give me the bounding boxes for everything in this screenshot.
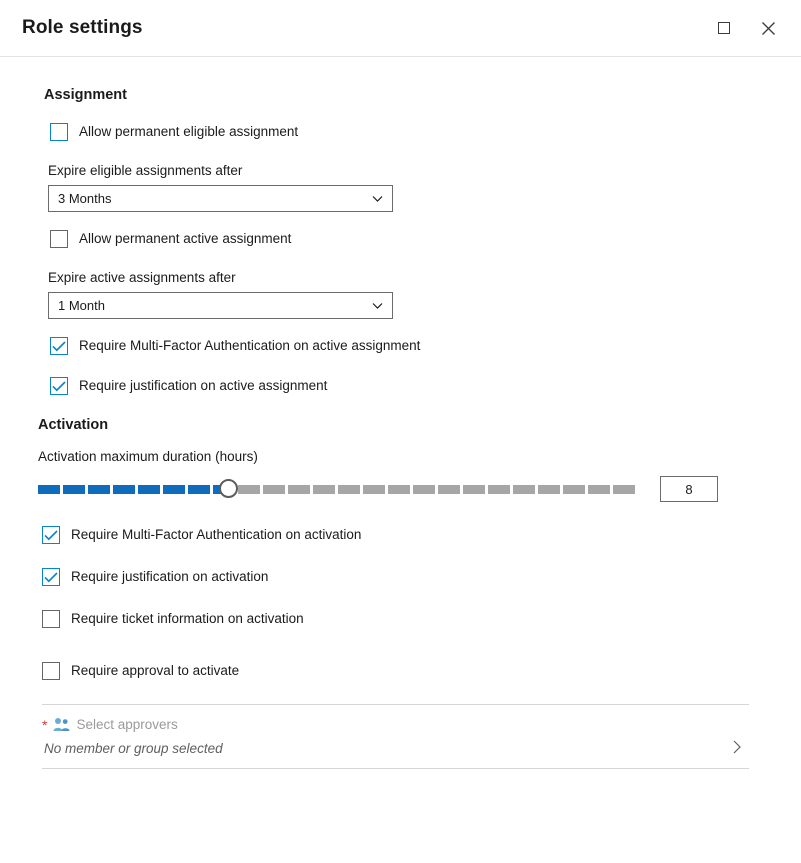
require-justification-active-row[interactable] [50, 377, 761, 395]
window-controls [713, 17, 783, 39]
slider-tick [488, 485, 510, 494]
assignment-heading: Assignment [44, 87, 127, 103]
activation-duration-slider-row [38, 476, 761, 502]
expire-eligible-select[interactable] [48, 185, 393, 212]
require-ticket-activation-checkbox[interactable] [42, 610, 60, 628]
require-mfa-activation-row[interactable] [42, 526, 761, 544]
slider-tick [313, 485, 335, 494]
require-approval-label: Require approval to activate [71, 663, 240, 679]
settings-content [0, 57, 801, 769]
expire-active-field [48, 270, 761, 319]
checkmark-icon [52, 381, 66, 392]
allow-permanent-active-label: Allow permanent active assignment [79, 231, 292, 247]
slider-tick [138, 485, 160, 494]
require-justification-activation-row[interactable] [42, 568, 761, 586]
slider-tick [438, 485, 460, 494]
require-approval-checkbox[interactable] [42, 662, 60, 680]
slider-tick [338, 485, 360, 494]
activation-heading: Activation [38, 417, 109, 433]
expire-eligible-field [48, 163, 761, 212]
approvers-label-row [42, 717, 729, 732]
slider-tick [413, 485, 435, 494]
close-icon[interactable] [757, 17, 779, 39]
require-justification-active-checkbox[interactable] [50, 377, 68, 395]
require-mfa-active-label: Require Multi-Factor Authentication on active assignment [79, 338, 421, 354]
activation-duration-slider[interactable] [38, 478, 638, 500]
require-mfa-activation-checkbox[interactable] [42, 526, 60, 544]
approvers-main [42, 717, 729, 756]
require-ticket-activation-label: Require ticket information on activation [71, 611, 304, 627]
require-justification-activation-checkbox[interactable] [42, 568, 60, 586]
slider-tick [388, 485, 410, 494]
slider-tick [363, 485, 385, 494]
checkmark-icon [44, 572, 58, 583]
slider-tick [538, 485, 560, 494]
select-approvers-picker[interactable] [42, 705, 749, 769]
title-bar [0, 0, 801, 57]
slider-tick [38, 485, 60, 494]
require-mfa-active-checkbox[interactable] [50, 337, 68, 355]
expire-active-value: 1 Month [58, 298, 105, 313]
require-mfa-activation-label: Require Multi-Factor Authentication on activation [71, 527, 362, 543]
expire-eligible-value: 3 Months [58, 191, 112, 206]
allow-permanent-eligible-checkbox[interactable] [50, 123, 68, 141]
people-icon [53, 717, 70, 732]
checkmark-icon [44, 530, 58, 541]
approvers-empty-text: No member or group selected [44, 741, 223, 756]
activation-duration-value[interactable]: 8 [660, 476, 718, 502]
slider-tick [513, 485, 535, 494]
activation-options [38, 526, 761, 680]
page-title: Role settings [22, 17, 143, 38]
slider-tick [288, 485, 310, 494]
slider-tick [88, 485, 110, 494]
allow-permanent-eligible-row[interactable] [50, 123, 761, 141]
slider-tick [563, 485, 585, 494]
require-justification-active-label: Require justification on active assignment [79, 378, 328, 394]
require-justification-activation-label: Require justification on activation [71, 569, 269, 585]
approvers-label: Select approvers [76, 717, 178, 732]
chevron-down-icon [371, 299, 384, 312]
expire-eligible-label: Expire eligible assignments after [48, 163, 243, 178]
maximize-glyph [718, 22, 730, 34]
require-ticket-activation-row[interactable] [42, 610, 761, 628]
expire-active-select[interactable] [48, 292, 393, 319]
slider-tick [588, 485, 610, 494]
checkmark-icon [52, 341, 66, 352]
chevron-down-icon [371, 192, 384, 205]
slider-tick [63, 485, 85, 494]
slider-thumb[interactable] [219, 479, 238, 498]
require-approval-row[interactable] [42, 662, 761, 680]
allow-permanent-active-checkbox[interactable] [50, 230, 68, 248]
slider-tick [113, 485, 135, 494]
required-marker: * [42, 716, 48, 733]
allow-permanent-eligible-label: Allow permanent eligible assignment [79, 124, 299, 140]
require-mfa-active-row[interactable] [50, 337, 761, 355]
slider-tick [613, 485, 635, 494]
slider-tick [188, 485, 210, 494]
activation-duration-label: Activation maximum duration (hours) [38, 449, 258, 464]
chevron-right-icon[interactable] [729, 739, 745, 755]
slider-tick [238, 485, 260, 494]
slider-tick [263, 485, 285, 494]
slider-tick [163, 485, 185, 494]
expire-active-label: Expire active assignments after [48, 270, 236, 285]
maximize-icon[interactable] [713, 17, 735, 39]
slider-tick [463, 485, 485, 494]
allow-permanent-active-row[interactable] [50, 230, 761, 248]
